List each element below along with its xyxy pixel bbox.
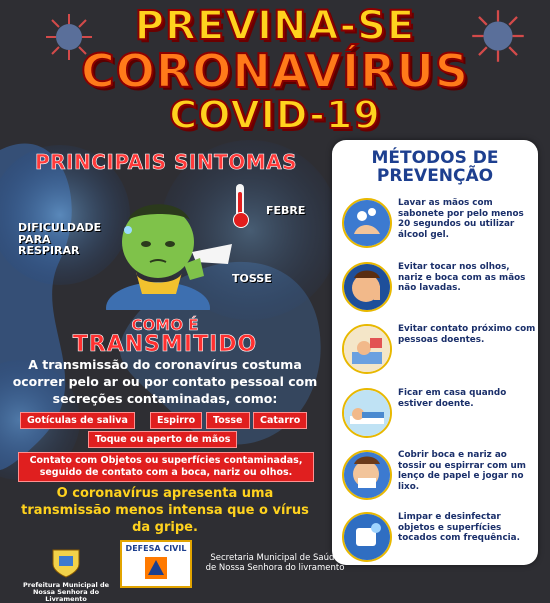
prevencao-item-text: Evitar tocar nos olhos, nariz e boca com as mãos não lavadas. [398, 262, 526, 294]
prevencao-item [340, 196, 536, 252]
prevencao-item [340, 322, 536, 378]
febre-label: FEBRE [266, 204, 306, 217]
prevencao-item-text: Lavar as mãos com sabonete por pelo menos 20 segundos ou utilizar álcool gel. [398, 198, 524, 241]
prevencao-heading [332, 150, 538, 186]
sick-person-icon [342, 324, 392, 374]
prevencao-item [340, 260, 536, 316]
coat-of-arms-icon [49, 548, 83, 578]
prevencao-item [340, 448, 536, 504]
conclusion-text: O coronavírus apresenta uma transmissão menos intensa que o vírus da gripe. [21, 486, 309, 535]
hand-washing-icon [342, 198, 392, 248]
tag-catarro: Catarro [253, 412, 307, 429]
como-label: COMO É [131, 316, 199, 334]
tag-toque: Toque ou aperto de mãos [88, 431, 237, 448]
defesa-civil-emblem-icon [144, 556, 168, 580]
thermometer-icon [236, 184, 244, 220]
prevencao-heading-line1: MÉTODOS DE [371, 148, 499, 168]
tag-espirro: Espirro [150, 412, 202, 429]
sick-person-illustration [100, 190, 240, 310]
prevencao-heading-line2: PREVENÇÃO [376, 165, 494, 186]
title-line-2: CORONAVÍRUS [81, 44, 469, 98]
transmission-heading [60, 318, 270, 356]
sintomas-heading: PRINCIPAIS SINTOMAS [35, 150, 297, 174]
defesa-civil-logo [120, 540, 192, 588]
tag-tosse: Tosse [206, 412, 250, 429]
footer [0, 540, 550, 603]
secretaria-text: Secretaria Municipal de Saúde de Nossa Senhora do livramento [205, 553, 345, 573]
prevencao-panel [332, 140, 538, 565]
tosse-label: TOSSE [232, 272, 272, 285]
resting-bed-icon [342, 388, 392, 438]
prefeitura-logo [20, 548, 112, 603]
title-line-1: PREVINA-SE [134, 3, 416, 49]
prevencao-item [340, 386, 536, 442]
tag-contato: Contato com Objetos ou superfícies contaminadas, seguido de contato com a boca, nariz ou olhos. [18, 452, 314, 482]
prevencao-item-text: Ficar em casa quando estiver doente. [398, 388, 507, 409]
title-line-3: COVID-19 [169, 93, 381, 137]
prevencao-item-text: Limpar e desinfectar objetos e superfícies tocados com frequência. [398, 512, 520, 544]
tag-goticulas: Gotículas de saliva [20, 412, 135, 429]
prefeitura-text: Prefeitura Municipal de Nossa Senhora do Livramento [22, 581, 110, 603]
transmission-description: A transmissão do coronavírus costuma ocorrer pelo ar ou por contato pessoal com secreções contaminadas, como: [12, 357, 318, 406]
cover-cough-icon [342, 450, 392, 500]
defesa-civil-text: DEFESA CIVIL [125, 544, 187, 553]
face-touch-icon [342, 262, 392, 312]
dificuldade-label: DIFICULDADE PARA RESPIRAR [18, 221, 102, 258]
prevencao-item-text: Cobrir boca e nariz ao tossir ou espirrar com um lenço de papel e jogar no lixo. [398, 450, 526, 493]
prevencao-item-text: Evitar contato próximo com pessoas doentes. [398, 324, 536, 345]
transmitido-label: TRANSMITIDO [72, 332, 258, 357]
poster-title [0, 3, 550, 137]
